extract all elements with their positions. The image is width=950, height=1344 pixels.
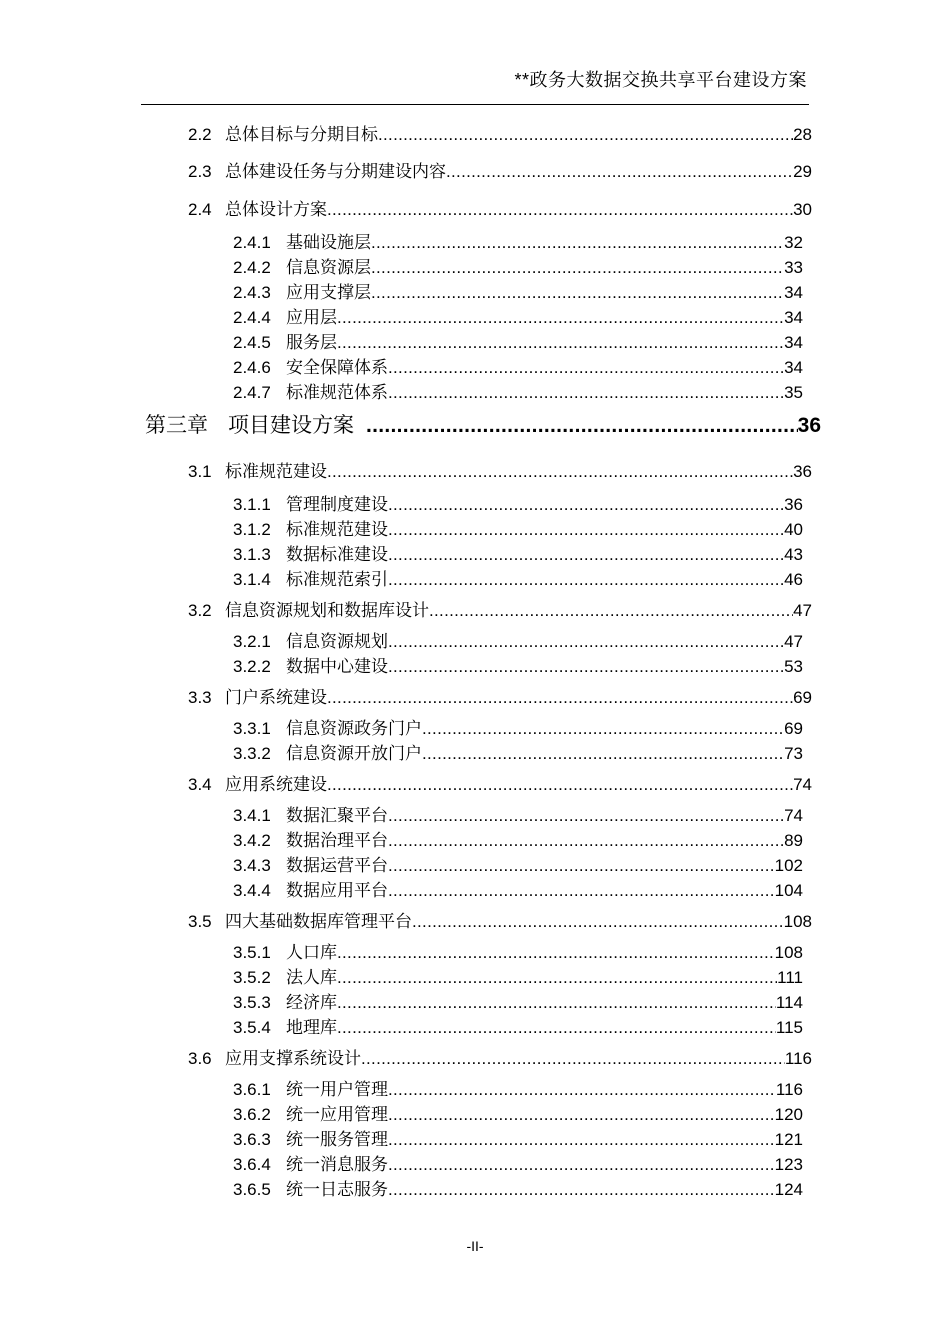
toc-entry[interactable] [233,627,803,652]
toc-entry[interactable] [233,988,803,1013]
toc-leader-dots [388,1130,775,1150]
toc-entry-number: 3.4 [188,775,212,794]
toc-entry-page: 40 [784,520,803,539]
toc-entry[interactable] [233,714,803,739]
toc-entry-page: 120 [774,1105,803,1124]
toc-entry-page: 46 [784,570,803,589]
toc-entry[interactable] [233,490,803,515]
toc-entry[interactable] [233,515,803,540]
toc-entry-title: 应用系统建设 [225,775,327,794]
toc-entry[interactable] [233,826,803,851]
toc-entry-title: 统一日志服务 [286,1180,388,1199]
toc-entry-number: 2.4 [188,200,212,219]
toc-entry[interactable] [233,963,803,988]
toc-entry-number: 3.1.1 [233,495,271,514]
toc-entry-number: 2.2 [188,125,212,144]
toc-leader-dots [388,1105,775,1125]
toc-leader-dots [366,414,798,438]
toc-entry-number: 3.6.5 [233,1180,271,1199]
toc-entry[interactable] [188,683,812,708]
toc-entry-page: 28 [793,125,812,144]
toc-entry[interactable] [233,1100,803,1125]
toc-entry-number: 3.4.2 [233,831,271,850]
toc-entry-number: 2.4.5 [233,333,271,352]
toc-leader-dots [371,258,784,278]
toc-entry-page: 115 [775,1018,803,1037]
toc-entry-title: 经济库 [286,993,337,1012]
toc-entry-page: 34 [784,283,803,302]
toc-entry-number: 3.4.4 [233,881,271,900]
toc-entry-number: 3.3.1 [233,719,271,738]
toc-leader-dots [361,1049,785,1069]
toc-leader-dots [388,1180,775,1200]
toc-entry[interactable] [233,938,803,963]
toc-entry[interactable] [233,1150,803,1175]
toc-entry-page: 123 [774,1155,803,1174]
toc-entry-page: 102 [774,856,803,875]
toc-entry-title: 数据应用平台 [286,881,388,900]
toc-entry-title: 应用支撑系统设计 [225,1049,361,1068]
toc-entry-number: 第三章 [145,414,208,437]
toc-entry-page: 33 [784,258,803,277]
toc-leader-dots [327,775,793,795]
toc-entry-page: 74 [784,806,803,825]
toc-entry-number: 3.4.3 [233,856,271,875]
toc-leader-dots [388,383,784,403]
toc-entry[interactable] [233,228,803,253]
toc-entry-title: 总体建设任务与分期建设内容 [225,162,446,181]
toc-entry-number: 3.6.4 [233,1155,271,1174]
toc-entry-number: 3.6.3 [233,1130,271,1149]
toc-entry[interactable] [233,303,803,328]
toc-entry-title: 服务层 [286,333,337,352]
toc-entry-number: 3.5.3 [233,993,271,1012]
toc-entry-number: 3.2.2 [233,657,271,676]
toc-entry[interactable] [188,120,812,145]
page-number: -II- [466,1238,484,1254]
toc-leader-dots [429,601,793,621]
toc-entry-number: 3.6.2 [233,1105,271,1124]
toc-entry-title: 项目建设方案 [228,414,354,437]
toc-leader-dots [388,520,784,540]
toc-entry-page: 124 [774,1180,803,1199]
toc-entry-page: 74 [793,775,812,794]
toc-entry-title: 门户系统建设 [225,688,327,707]
toc-entry[interactable] [233,565,803,590]
toc-entry-title: 统一用户管理 [286,1080,388,1099]
toc-entry[interactable] [188,157,812,182]
toc-entry-page: 47 [793,601,812,620]
toc-leader-dots [388,806,784,826]
toc-entry-number: 3.3 [188,688,212,707]
toc-entry-page: 36 [793,462,812,481]
toc-entry-title: 数据汇聚平台 [286,806,388,825]
toc-leader-dots [371,233,784,253]
toc-entry-number: 3.4.1 [233,806,271,825]
toc-entry-page: 69 [784,719,803,738]
toc-entry-number: 2.4.1 [233,233,271,252]
toc-entry-number: 3.1.3 [233,545,271,564]
toc-entry-title: 标准规范索引 [286,570,388,589]
toc-entry-title: 法人库 [286,968,337,987]
toc-entry-page: 32 [784,233,803,252]
toc-entry-title: 应用支撑层 [286,283,371,302]
toc-entry[interactable] [233,253,803,278]
toc-leader-dots [422,744,784,764]
toc-entry[interactable] [233,540,803,565]
toc-leader-dots [337,943,775,963]
toc-leader-dots [327,688,793,708]
document-title: **政务大数据交换共享平台建设方案 [514,70,807,90]
toc-leader-dots [388,632,784,652]
toc-entry-page: 108 [774,943,803,962]
toc-entry-title: 信息资源规划和数据库设计 [225,601,429,620]
toc-entry-title: 标准规范建设 [225,462,327,481]
toc-leader-dots [422,719,784,739]
toc-leader-dots [388,358,784,378]
toc-entry-number: 3.6.1 [233,1080,271,1099]
toc-entry-title: 统一消息服务 [286,1155,388,1174]
toc-leader-dots [388,657,784,677]
toc-leader-dots [327,200,793,220]
toc-entry-page: 116 [775,1080,803,1099]
toc-entry[interactable] [233,1075,803,1100]
toc-leader-dots [371,283,784,303]
toc-entry-title: 统一应用管理 [286,1105,388,1124]
toc-entry-page: 114 [775,993,803,1012]
toc-entry[interactable] [233,739,803,764]
toc-entry[interactable] [233,378,803,403]
toc-leader-dots [337,1018,776,1038]
toc-entry-title: 信息资源政务门户 [286,719,422,738]
toc-entry-page: 34 [784,308,803,327]
toc-leader-dots [412,912,784,932]
toc-entry-page: 36 [784,495,803,514]
toc-entry-page: 121 [774,1130,803,1149]
toc-entry-number: 3.5 [188,912,212,931]
toc-entry-number: 3.2 [188,601,212,620]
toc-entry[interactable] [233,851,803,876]
toc-entry-title: 地理库 [286,1018,337,1037]
toc-leader-dots [337,333,784,353]
toc-leader-dots [327,462,793,482]
toc-entry-page: 104 [774,881,803,900]
toc-entry-number: 2.4.2 [233,258,271,277]
toc-leader-dots [446,162,793,182]
toc-entry[interactable] [233,801,803,826]
toc-entry-number: 3.1.2 [233,520,271,539]
toc-entry-title: 标准规范建设 [286,520,388,539]
toc-entry-page: 30 [793,200,812,219]
toc-leader-dots [337,993,776,1013]
toc-entry-page: 111 [777,968,803,987]
toc-entry-title: 信息资源规划 [286,632,388,651]
toc-entry-title: 总体目标与分期目标 [225,125,378,144]
toc-entry-number: 3.6 [188,1049,212,1068]
toc-entry-number: 2.4.6 [233,358,271,377]
toc-entry[interactable] [233,353,803,378]
toc-entry-number: 3.3.2 [233,744,271,763]
toc-leader-dots [337,308,784,328]
toc-entry[interactable] [188,907,812,932]
toc-entry-number: 2.4.4 [233,308,271,327]
toc-entry-title: 应用层 [286,308,337,327]
toc-entry-number: 2.4.3 [233,283,271,302]
toc-entry-number: 2.4.7 [233,383,271,402]
toc-entry[interactable] [188,457,812,482]
toc-leader-dots [388,545,784,565]
toc-entry-title: 安全保障体系 [286,358,388,377]
toc-leader-dots [388,856,775,876]
toc-entry-title: 标准规范体系 [286,383,388,402]
toc-entry-number: 3.2.1 [233,632,271,651]
toc-leader-dots [388,495,784,515]
toc-entry[interactable] [188,596,812,621]
toc-entry-title: 四大基础数据库管理平台 [225,912,412,931]
toc-entry-title: 数据中心建设 [286,657,388,676]
toc-entry-page: 43 [784,545,803,564]
toc-entry-number: 3.1.4 [233,570,271,589]
toc-entry-title: 管理制度建设 [286,495,388,514]
toc-entry-page: 108 [783,912,812,931]
toc-leader-dots [388,831,784,851]
toc-entry-number: 3.1 [188,462,212,481]
toc-entry-title: 统一服务管理 [286,1130,388,1149]
toc-entry-title: 数据治理平台 [286,831,388,850]
toc-entry-page: 35 [784,383,803,402]
toc-leader-dots [388,570,784,590]
toc-entry-number: 3.5.1 [233,943,271,962]
toc-entry[interactable] [188,770,812,795]
toc-entry-title: 数据运营平台 [286,856,388,875]
toc-chapter-entry[interactable] [145,409,821,439]
toc-entry-title: 数据标准建设 [286,545,388,564]
toc-entry-title: 总体设计方案 [225,200,327,219]
toc-entry-page: 34 [784,358,803,377]
toc-leader-dots [337,968,777,988]
toc-entry-page: 116 [784,1049,812,1068]
toc-entry[interactable] [233,652,803,677]
toc-entry[interactable] [188,195,812,220]
toc-leader-dots [378,125,793,145]
toc-entry-title: 基础设施层 [286,233,371,252]
toc-leader-dots [388,881,775,901]
toc-entry-page: 89 [784,831,803,850]
toc-entry[interactable] [233,278,803,303]
toc-entry-title: 信息资源层 [286,258,371,277]
toc-entry-title: 人口库 [286,943,337,962]
toc-entry[interactable] [188,1044,812,1069]
toc-entry-page: 47 [784,632,803,651]
toc-entry-page: 69 [793,688,812,707]
toc-entry-page: 29 [793,162,812,181]
toc-entry[interactable] [233,1175,803,1200]
toc-entry-page: 73 [784,744,803,763]
toc-leader-dots [388,1155,775,1175]
toc-entry-title: 信息资源开放门户 [286,744,422,763]
toc-entry[interactable] [233,1125,803,1150]
toc-entry-page: 34 [784,333,803,352]
toc-entry-number: 3.5.4 [233,1018,271,1037]
toc-entry-page: 36 [797,414,821,437]
toc-entry-number: 2.3 [188,162,212,181]
toc-entry-number: 3.5.2 [233,968,271,987]
toc-entry[interactable] [233,328,803,353]
toc-entry[interactable] [233,876,803,901]
toc-entry-page: 53 [784,657,803,676]
toc-leader-dots [388,1080,776,1100]
toc-entry[interactable] [233,1013,803,1038]
